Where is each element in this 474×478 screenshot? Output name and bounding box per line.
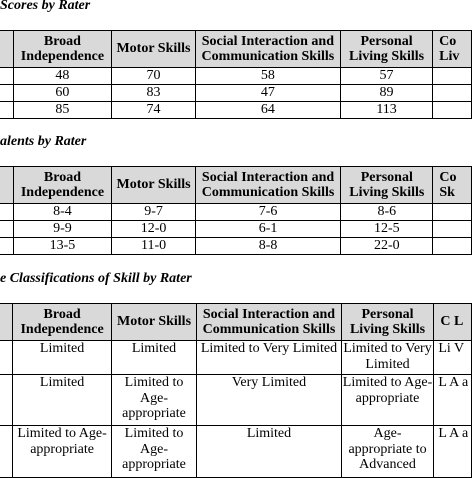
table-cell: Limited bbox=[13, 341, 111, 375]
table-cell: 57 bbox=[341, 68, 433, 85]
table-cell: 47 bbox=[195, 85, 340, 102]
table-row bbox=[0, 204, 472, 221]
table-cell: 70 bbox=[112, 68, 196, 85]
table-cell: 9-7 bbox=[112, 204, 196, 221]
column-header: Personal Living Skills bbox=[341, 304, 434, 341]
table-cell: Li V bbox=[434, 341, 472, 375]
table-cell: 8-4 bbox=[13, 204, 112, 221]
row-label-cell bbox=[0, 102, 13, 119]
table-cell: 8-8 bbox=[195, 238, 340, 255]
table-row bbox=[0, 102, 472, 119]
column-header: Motor Skills bbox=[112, 31, 196, 68]
table2-header-row bbox=[0, 167, 472, 204]
table-cell: 85 bbox=[13, 102, 112, 119]
table3-corner-cell bbox=[0, 304, 13, 341]
column-header: Motor Skills bbox=[111, 304, 197, 341]
table-cell: 48 bbox=[13, 68, 112, 85]
table-cell: 60 bbox=[13, 85, 112, 102]
table1 bbox=[0, 30, 472, 119]
table-cell bbox=[433, 68, 472, 85]
table-cell: 6-1 bbox=[195, 221, 340, 238]
table-cell: 22-0 bbox=[341, 238, 433, 255]
table-cell bbox=[433, 85, 472, 102]
column-header: Co Liv bbox=[433, 31, 472, 68]
table-row bbox=[0, 221, 472, 238]
table-cell: 58 bbox=[195, 68, 340, 85]
table2-corner-cell bbox=[0, 167, 13, 204]
column-header: Motor Skills bbox=[112, 167, 196, 204]
table-cell: Limited to Age- appropriate bbox=[13, 426, 111, 478]
table2 bbox=[0, 166, 472, 255]
table-cell: 64 bbox=[195, 102, 340, 119]
table-cell bbox=[433, 221, 472, 238]
table-cell: Limited to Age- appropriate bbox=[111, 426, 197, 478]
table-cell: Limited to Age- appropriate bbox=[341, 375, 434, 426]
table-cell: Age- appropriate to Advanced bbox=[341, 426, 434, 478]
column-header: Personal Living Skills bbox=[341, 31, 433, 68]
table-row bbox=[0, 85, 472, 102]
row-label-cell bbox=[0, 85, 13, 102]
row-label-cell bbox=[0, 341, 13, 375]
table-row bbox=[0, 238, 472, 255]
table-cell: Very Limited bbox=[197, 375, 341, 426]
table-cell: L A a bbox=[434, 426, 472, 478]
table-cell bbox=[433, 204, 472, 221]
table-cell: 12-0 bbox=[112, 221, 196, 238]
table-row bbox=[0, 375, 472, 426]
table-cell: 113 bbox=[341, 102, 433, 119]
row-label-cell bbox=[0, 68, 13, 85]
column-header: Social Interaction and Communication Skills bbox=[197, 304, 341, 341]
table1-corner-cell bbox=[0, 31, 13, 68]
table-cell bbox=[433, 102, 472, 119]
column-header: Broad Independence bbox=[13, 304, 111, 341]
table-cell: 9-9 bbox=[13, 221, 112, 238]
table-cell: 89 bbox=[341, 85, 433, 102]
table-cell: Limited to Age- appropriate bbox=[111, 375, 197, 426]
table2-caption: alents by Rater bbox=[0, 134, 87, 149]
row-label-cell bbox=[0, 375, 13, 426]
column-header: Co Sk bbox=[433, 167, 472, 204]
table-cell: 8-6 bbox=[341, 204, 433, 221]
table-cell: Limited bbox=[197, 426, 341, 478]
column-header: Social Interaction and Communication Skills bbox=[195, 31, 340, 68]
table-cell: Limited to Very Limited bbox=[341, 341, 434, 375]
column-header: Social Interaction and Communication Skills bbox=[195, 167, 340, 204]
table-cell bbox=[433, 238, 472, 255]
table-cell: 7-6 bbox=[195, 204, 340, 221]
table-row bbox=[0, 341, 472, 375]
table-cell: 12-5 bbox=[341, 221, 433, 238]
table1-caption: Scores by Rater bbox=[0, 0, 91, 13]
table-cell: 83 bbox=[112, 85, 196, 102]
table3 bbox=[0, 303, 472, 478]
row-label-cell bbox=[0, 426, 13, 478]
table-cell: Limited bbox=[13, 375, 111, 426]
table-cell: 74 bbox=[112, 102, 196, 119]
column-header: C L bbox=[434, 304, 472, 341]
table3-header-row bbox=[0, 304, 472, 341]
table-cell: Limited bbox=[111, 341, 197, 375]
column-header: Personal Living Skills bbox=[341, 167, 433, 204]
table-row bbox=[0, 68, 472, 85]
table-cell: L A a bbox=[434, 375, 472, 426]
table1-header-row bbox=[0, 31, 472, 68]
table-cell: 13-5 bbox=[13, 238, 112, 255]
table3-caption: e Classifications of Skill by Rater bbox=[0, 271, 192, 286]
table-row bbox=[0, 426, 472, 478]
table-cell: Limited to Very Limited bbox=[197, 341, 341, 375]
column-header: Broad Independence bbox=[13, 167, 112, 204]
column-header: Broad Independence bbox=[13, 31, 112, 68]
row-label-cell bbox=[0, 221, 13, 238]
row-label-cell bbox=[0, 238, 13, 255]
row-label-cell bbox=[0, 204, 13, 221]
table-cell: 11-0 bbox=[112, 238, 196, 255]
